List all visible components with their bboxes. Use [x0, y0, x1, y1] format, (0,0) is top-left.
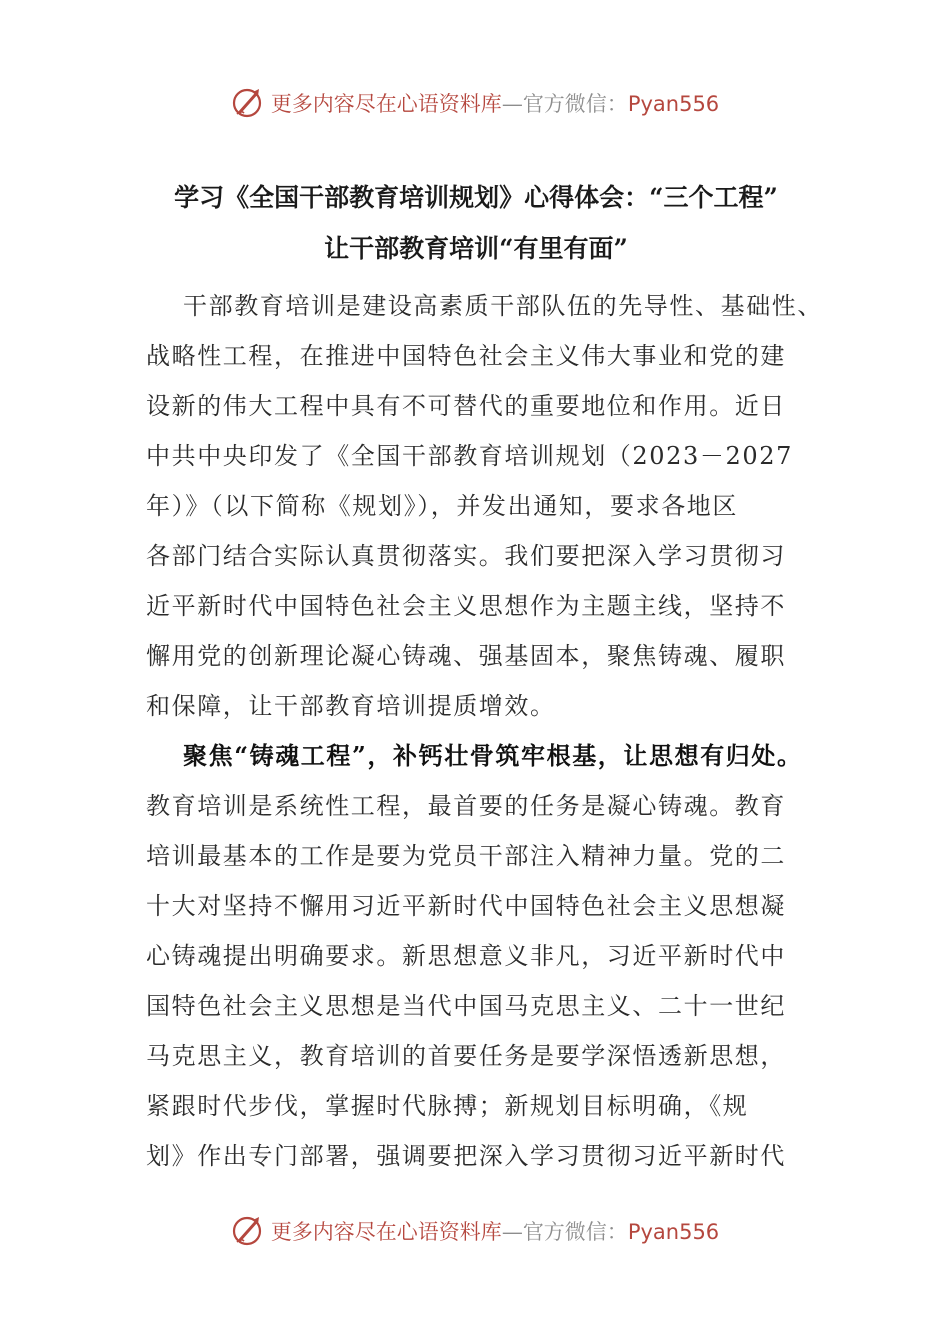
pen-logo-icon	[231, 1214, 265, 1248]
text-line: 紧跟时代步伐，掌握时代脉搏；新规划目标明确，《规	[146, 1092, 749, 1120]
text-line: 设新的伟大工程中具有不可替代的重要地位和作用。近日	[146, 392, 786, 420]
text-line: 教育培训是系统性工程，最首要的任务是凝心铸魂。教育	[146, 792, 786, 820]
section-heading: 聚焦“铸魂工程”，补钙壮骨筑牢根基，让思想有归处。	[183, 741, 803, 770]
text-line: 培训最基本的工作是要为党员干部注入精神力量。党的二	[146, 842, 786, 870]
text-line: 年）》（以下简称《规划》），并发出通知，要求各地区	[146, 492, 738, 520]
text-line: 各部门结合实际认真贯彻落实。我们要把深入学习贯彻习	[146, 542, 786, 570]
banner-text: 更多内容尽在心语资料库—官方微信：Pyan556	[270, 1220, 720, 1244]
section-1-paragraph	[146, 731, 808, 1181]
text-line: 战略性工程，在推进中国特色社会主义伟大事业和党的建	[146, 342, 786, 370]
text-line: 中共中央印发了《全国干部教育培训规划（2023－2027	[146, 442, 793, 470]
text-line: 懈用党的创新理论凝心铸魂、强基固本，聚焦铸魂、履职	[146, 642, 786, 670]
text-line: 干部教育培训是建设高素质干部队伍的先导性、基础性、	[183, 292, 823, 320]
text-line: 近平新时代中国特色社会主义思想作为主题主线，坚持不	[146, 592, 786, 620]
document-title-line-2: 让干部教育培训“有里有面”	[324, 234, 628, 263]
intro-paragraph	[146, 281, 823, 731]
pen-logo-icon	[231, 86, 265, 120]
text-line: 马克思主义，教育培训的首要任务是要学深悟透新思想，	[146, 1042, 786, 1070]
banner-text: 更多内容尽在心语资料库—官方微信：Pyan556	[270, 92, 720, 116]
text-line: 十大对坚持不懈用习近平新时代中国特色社会主义思想凝	[146, 892, 786, 920]
text-line: 划》作出专门部署，强调要把深入学习贯彻习近平新时代	[146, 1142, 786, 1170]
footer-banner	[0, 1214, 950, 1248]
document-title-line-1: 学习《全国干部教育培训规划》心得体会：“三个工程”	[174, 183, 778, 212]
text-line: 和保障，让干部教育培训提质增效。	[146, 692, 556, 720]
header-banner	[0, 86, 950, 120]
text-line: 国特色社会主义思想是当代中国马克思主义、二十一世纪	[146, 992, 786, 1020]
text-line: 心铸魂提出明确要求。新思想意义非凡，习近平新时代中	[146, 942, 786, 970]
